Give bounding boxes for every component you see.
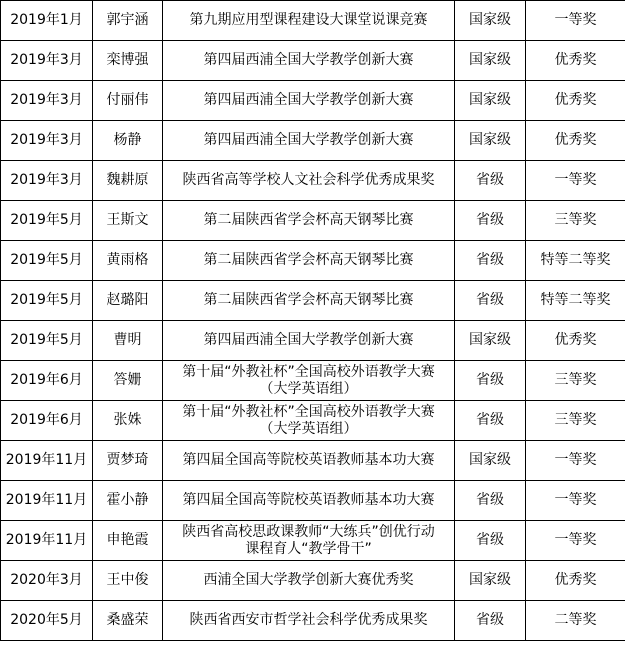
awards-table-body [1, 1, 625, 641]
table-row [1, 1, 625, 41]
table-row [1, 121, 625, 161]
award-cell: 一等奖 [526, 1, 625, 41]
table-row [1, 281, 625, 321]
competition-cell [163, 401, 455, 441]
competition-cell [163, 201, 455, 241]
award-cell: 三等奖 [526, 201, 625, 241]
competition-line: 课程育人“教学骨干” [245, 540, 372, 557]
competition-line: 第四届全国高等院校英语教师基本功大赛 [182, 492, 435, 508]
competition-cell [163, 161, 455, 201]
competition-line: 第二届陕西省学会杯高天钢琴比赛 [203, 292, 414, 308]
name-cell: 栾博强 [93, 41, 163, 81]
award-cell: 优秀奖 [526, 81, 625, 121]
award-cell: 一等奖 [526, 441, 625, 481]
table-row [1, 481, 625, 521]
name-cell: 黄雨格 [93, 241, 163, 281]
level-cell: 省级 [455, 601, 526, 641]
competition-cell [163, 241, 455, 281]
award-cell: 优秀奖 [526, 121, 625, 161]
level-cell: 省级 [455, 201, 526, 241]
level-cell: 国家级 [455, 81, 526, 121]
competition-line: （大学英语组） [259, 380, 358, 397]
competition-cell [163, 121, 455, 161]
award-cell: 一等奖 [526, 481, 625, 521]
competition-line: 第二届陕西省学会杯高天钢琴比赛 [203, 212, 414, 228]
level-cell: 省级 [455, 481, 526, 521]
competition-line: 第四届西浦全国大学教学创新大赛 [203, 132, 414, 148]
date-cell: 2019年5月 [1, 201, 93, 241]
table-row [1, 561, 625, 601]
date-cell: 2019年11月 [1, 521, 93, 561]
competition-cell [163, 561, 455, 601]
level-cell: 省级 [455, 401, 526, 441]
name-cell: 赵璐阳 [93, 281, 163, 321]
level-cell: 国家级 [455, 561, 526, 601]
date-cell: 2019年6月 [1, 401, 93, 441]
date-cell: 2019年1月 [1, 1, 93, 41]
award-cell: 三等奖 [526, 361, 625, 401]
award-cell: 优秀奖 [526, 321, 625, 361]
competition-line: 第十届“外教社杯”全国高校外语教学大赛 [182, 363, 435, 380]
award-cell: 优秀奖 [526, 561, 625, 601]
table-row [1, 401, 625, 441]
date-cell: 2019年3月 [1, 41, 93, 81]
date-cell: 2019年11月 [1, 481, 93, 521]
competition-cell [163, 521, 455, 561]
date-cell: 2020年3月 [1, 561, 93, 601]
competition-line: 陕西省西安市哲学社会科学优秀成果奖 [189, 612, 428, 628]
table-row [1, 601, 625, 641]
name-cell: 王斯文 [93, 201, 163, 241]
competition-cell [163, 41, 455, 81]
award-cell: 特等二等奖 [526, 241, 625, 281]
name-cell: 答姗 [93, 361, 163, 401]
table-row [1, 241, 625, 281]
competition-line: （大学英语组） [259, 420, 358, 437]
table-row [1, 321, 625, 361]
date-cell: 2019年6月 [1, 361, 93, 401]
award-cell: 二等奖 [526, 601, 625, 641]
level-cell: 省级 [455, 241, 526, 281]
table-row [1, 161, 625, 201]
competition-cell [163, 321, 455, 361]
date-cell: 2019年3月 [1, 161, 93, 201]
competition-cell [163, 481, 455, 521]
level-cell: 省级 [455, 361, 526, 401]
award-cell: 一等奖 [526, 521, 625, 561]
competition-cell [163, 361, 455, 401]
competition-line: 陕西省高等学校人文社会科学优秀成果奖 [182, 172, 435, 188]
level-cell: 省级 [455, 521, 526, 561]
name-cell: 曹明 [93, 321, 163, 361]
name-cell: 贾梦琦 [93, 441, 163, 481]
competition-line: 西浦全国大学教学创新大赛优秀奖 [203, 572, 414, 588]
competition-cell [163, 601, 455, 641]
date-cell: 2019年5月 [1, 281, 93, 321]
date-cell: 2019年5月 [1, 321, 93, 361]
table-row [1, 361, 625, 401]
date-cell: 2019年5月 [1, 241, 93, 281]
table-row [1, 441, 625, 481]
level-cell: 国家级 [455, 41, 526, 81]
competition-line: 陕西省高校思政课教师“大练兵”创优行动 [182, 523, 435, 540]
table-row [1, 81, 625, 121]
name-cell: 申艳霞 [93, 521, 163, 561]
name-cell: 张姝 [93, 401, 163, 441]
competition-line: 第四届西浦全国大学教学创新大赛 [203, 92, 414, 108]
name-cell: 王中俊 [93, 561, 163, 601]
table-row [1, 521, 625, 561]
name-cell: 杨静 [93, 121, 163, 161]
name-cell: 付丽伟 [93, 81, 163, 121]
competition-line: 第四届西浦全国大学教学创新大赛 [203, 332, 414, 348]
level-cell: 省级 [455, 161, 526, 201]
table-row [1, 201, 625, 241]
award-cell: 一等奖 [526, 161, 625, 201]
competition-line: 第九期应用型课程建设大课堂说课竞赛 [189, 12, 428, 28]
date-cell: 2019年3月 [1, 121, 93, 161]
award-cell: 三等奖 [526, 401, 625, 441]
name-cell: 霍小静 [93, 481, 163, 521]
date-cell: 2019年3月 [1, 81, 93, 121]
competition-line: 第四届全国高等院校英语教师基本功大赛 [182, 452, 435, 468]
level-cell: 国家级 [455, 1, 526, 41]
competition-line: 第四届西浦全国大学教学创新大赛 [203, 52, 414, 68]
name-cell: 郭宇涵 [93, 1, 163, 41]
level-cell: 国家级 [455, 121, 526, 161]
competition-cell [163, 1, 455, 41]
competition-cell [163, 81, 455, 121]
date-cell: 2019年11月 [1, 441, 93, 481]
competition-cell [163, 441, 455, 481]
award-cell: 优秀奖 [526, 41, 625, 81]
name-cell: 魏耕原 [93, 161, 163, 201]
competition-line: 第十届“外教社杯”全国高校外语教学大赛 [182, 403, 435, 420]
level-cell: 省级 [455, 281, 526, 321]
level-cell: 国家级 [455, 441, 526, 481]
competition-cell [163, 281, 455, 321]
name-cell: 桑盛荣 [93, 601, 163, 641]
date-cell: 2020年5月 [1, 601, 93, 641]
level-cell: 国家级 [455, 321, 526, 361]
award-cell: 特等二等奖 [526, 281, 625, 321]
table-row [1, 41, 625, 81]
competition-line: 第二届陕西省学会杯高天钢琴比赛 [203, 252, 414, 268]
